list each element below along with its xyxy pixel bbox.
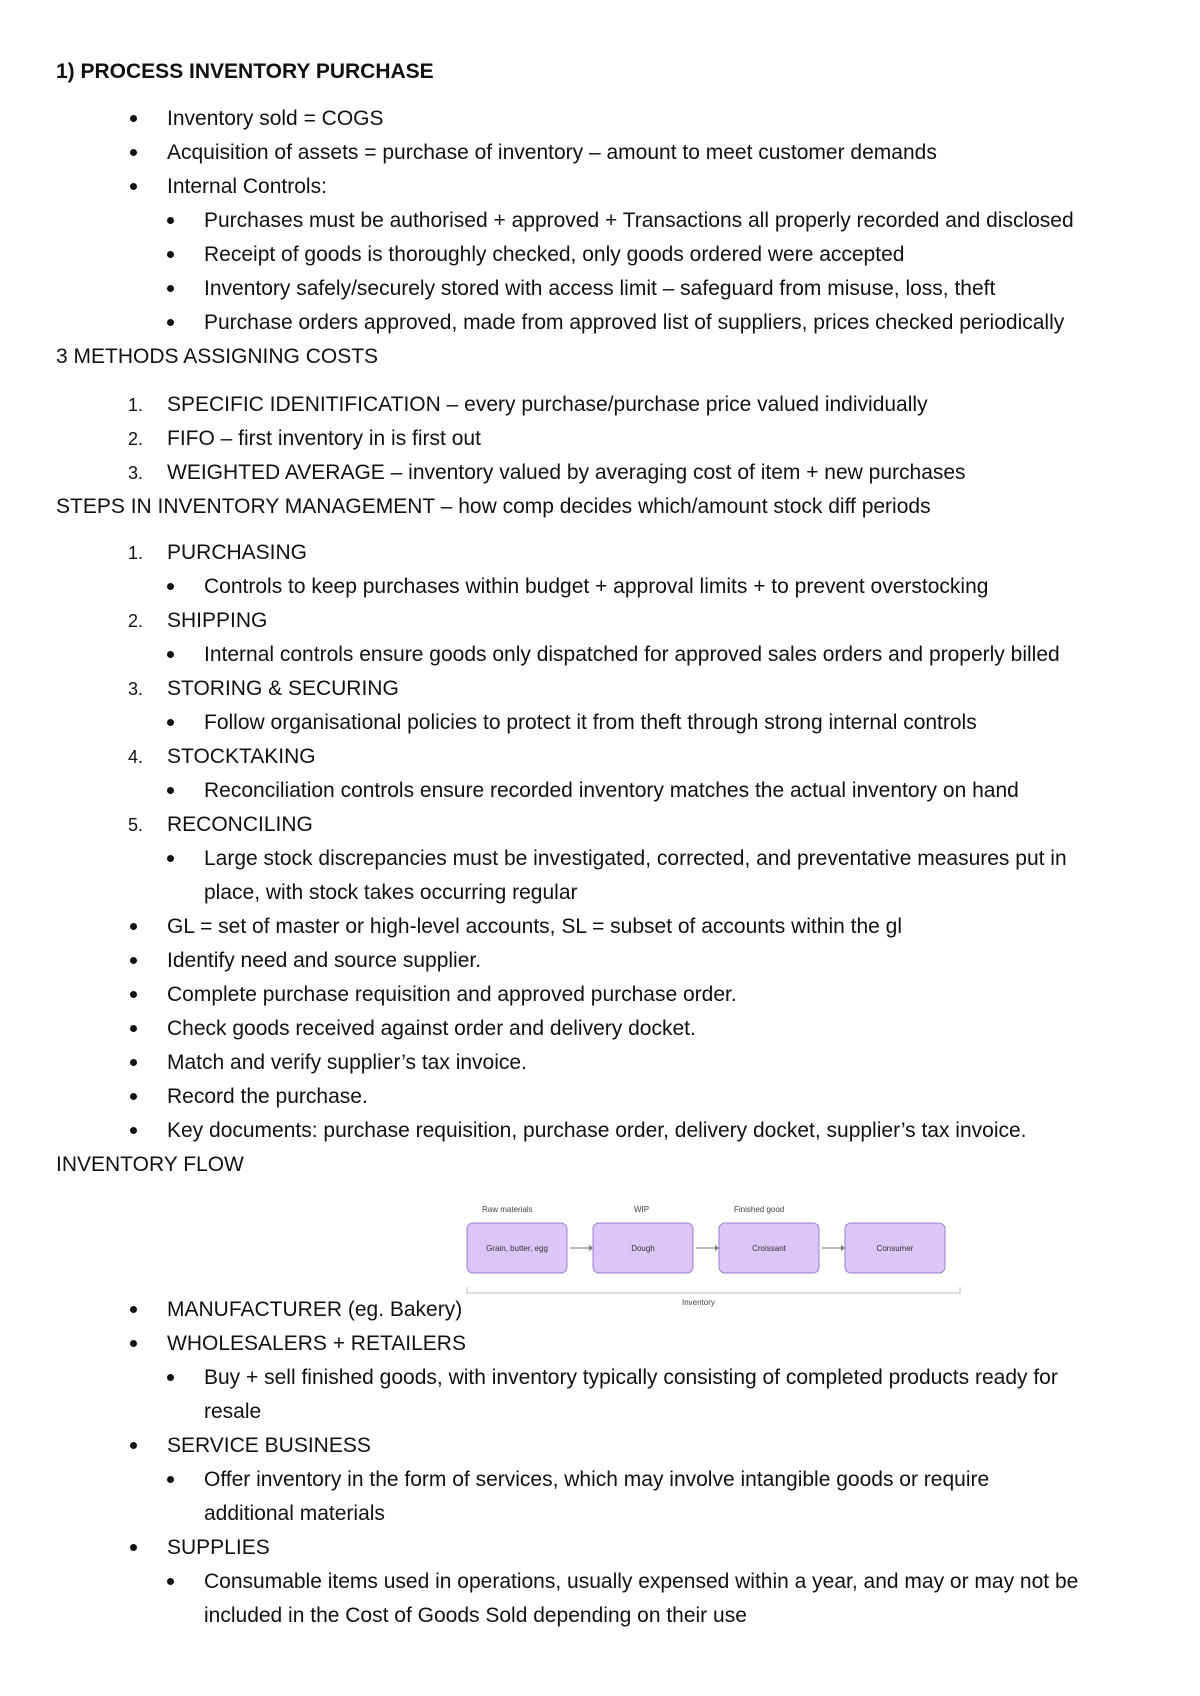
heading-inventory-flow: INVENTORY FLOW <box>56 1153 244 1176</box>
heading-process-inventory-purchase: 1) PROCESS INVENTORY PURCHASE <box>56 60 434 83</box>
bullet-icon <box>130 1533 137 1563</box>
bullet-icon <box>167 1465 174 1495</box>
bullet-icon <box>167 274 174 304</box>
bullet-icon <box>167 572 174 602</box>
bullet-icon <box>167 844 174 874</box>
bullet-icon <box>130 1295 137 1325</box>
bullet-icon <box>130 172 137 202</box>
bullet-icon <box>130 1048 137 1078</box>
document-page: 1) PROCESS INVENTORY PURCHASE Inventory sold = COGS Acquisition of assets = purchase of inventory – amount to meet customer demands Internal Controls: Purchases must be authorised + approved + Transactions all properly recorded and disclosed Receipt of goods is thoroughly checked, only goods ordered were accepted Inventory safely/securely stored with access limit – safeguard from misuse, loss, theft Purchase orders approved, made from approved list of suppliers, prices checked periodically 3 METHODS ASSIGNING COSTS 1. SPECIFIC IDENITIFICATION – every purchase/purchase price valued individually 2. FIFO – first inventory in is first out 3. WEIGHTED AVERAGE – inventory valued by averaging cost of item + new purchases STEPS IN INVENTORY MANAGEMENT – how comp decides which/amount stock diff periods 1. PURCHASING Controls to keep purchases within budget + approval limits + to prevent overstocking 2. SHIPPING Internal controls ensure goods only dispatched for approved sales orders and properly billed 3. STORING & SECURING Follow organisational policies to protect it from theft through strong internal controls 4. STOCKTAKING Reconciliation controls ensure recorded inventory matches the actual inventory on hand 5. RECONCILING Large stock discrepancies must be investigated, corrected, and preventative measures put in place, with stock takes occurring regular GL = set of master or high-level accounts, SL = subset of accounts within the gl Identify need and source supplier. Complete purchase requisition and approved purchase order. Check goods received against order and delivery docket. Match and verify supplier’s tax invoice. Record the purchase. Key documents: purchase requisition, purchase order, delivery docket, supplier’s tax invoice. INVENTORY FLOW Raw materials WIP Finished good Grain, butter, egg Dough Croissant Consumer Inventory MANUFACTURER (eg. Bakery) WHOLESALERS + RETAILERS Buy + sell finished goods, with inventory typically consisting of completed products ready for resale SERVICE BUSINESS Offer inventory in the form of services, which may involve intangible goods or require additional materials SUPPLIES Consumable items used in operations, usually expensed within a year, and may or may not be included in the Cost of Goods Sold depending on their use <box>0 0 1200 1696</box>
bullet-icon <box>130 1431 137 1461</box>
bullet-icon <box>167 776 174 806</box>
bullet-icon <box>130 946 137 976</box>
stage-label-finished-good: Finished good <box>734 1205 785 1214</box>
bullet-icon <box>130 980 137 1010</box>
flow-box-label: Croissant <box>752 1244 786 1253</box>
bullet-icon <box>130 1116 137 1146</box>
stage-label-raw-materials: Raw materials <box>482 1205 533 1214</box>
heading-steps: STEPS IN INVENTORY MANAGEMENT – how comp decides which/amount stock diff periods <box>56 495 931 518</box>
flow-box-label: Dough <box>631 1244 655 1253</box>
flow-box-label: Consumer <box>876 1244 914 1253</box>
bullet-icon <box>167 640 174 670</box>
inventory-label: Inventory <box>682 1298 715 1307</box>
bullet-icon <box>167 1363 174 1393</box>
flow-box-label: Grain, butter, egg <box>486 1244 548 1253</box>
bullet-icon <box>130 138 137 168</box>
bullet-icon <box>130 912 137 942</box>
bullet-icon <box>130 1014 137 1044</box>
bullet-icon <box>167 308 174 338</box>
stage-label-wip: WIP <box>634 1205 650 1214</box>
bullet-icon <box>167 240 174 270</box>
inventory-flow-diagram <box>462 1195 965 1311</box>
bullet-icon <box>130 1329 137 1359</box>
bullet-icon <box>130 104 137 134</box>
bullet-icon <box>167 708 174 738</box>
bullet-icon <box>167 206 174 236</box>
heading-methods: 3 METHODS ASSIGNING COSTS <box>56 345 379 368</box>
bullet-icon <box>167 1567 174 1597</box>
bullet-icon <box>130 1082 137 1112</box>
